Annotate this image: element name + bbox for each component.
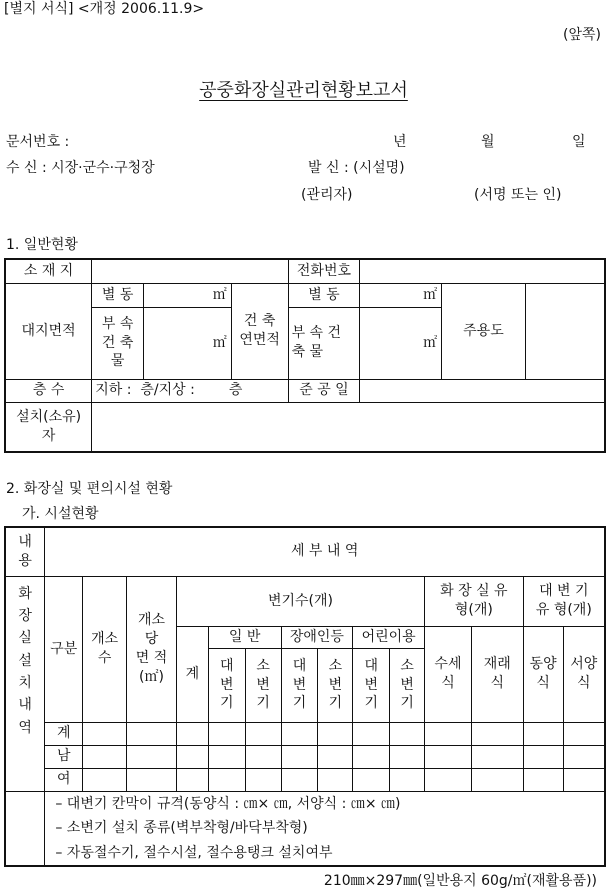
cell[interactable]: [281, 768, 318, 791]
separate-building-label-2: 별 동: [288, 283, 360, 307]
row-label-total: 계: [45, 722, 83, 745]
section2-sub: 가. 시설현황: [22, 506, 99, 522]
child-big-label: 대 변 기: [353, 648, 390, 722]
manager-label: (관리자): [301, 187, 353, 203]
toilet-type-label: 대 변 기 유 형(개): [523, 576, 605, 626]
note-urinal: – 소변기 설치 종류(벽부착형/바닥부착형): [55, 820, 308, 836]
disabled-label: 장애인등: [281, 626, 353, 648]
count-label: 개소 수: [83, 576, 127, 722]
cell[interactable]: [318, 745, 353, 768]
cell[interactable]: [245, 768, 281, 791]
cell[interactable]: [127, 722, 177, 745]
table-row: [5, 768, 605, 791]
general-status-table: [4, 258, 606, 453]
cell[interactable]: [471, 722, 523, 745]
month-label: 월: [481, 134, 495, 150]
separate-building-value[interactable]: ㎡: [144, 283, 232, 307]
location-value[interactable]: [92, 259, 288, 283]
doc-no-label: 문서번호 :: [6, 134, 70, 150]
page-title: 공중화장실관리현황보고서: [199, 80, 408, 101]
row-label-female: 여: [45, 768, 83, 791]
annex-building-value[interactable]: ㎡: [144, 307, 232, 379]
year-label: 년: [393, 134, 407, 150]
western-label: 서양 식: [563, 626, 605, 722]
signature-label: (서명 또는 인): [474, 187, 562, 203]
footer-spec: 210㎜×297㎜(일반용지 60g/㎡(재활용품)): [323, 873, 597, 889]
cell[interactable]: [390, 745, 425, 768]
row-label-male: 남: [45, 745, 83, 768]
cell[interactable]: [208, 768, 245, 791]
cell[interactable]: [471, 768, 523, 791]
day-label: 일: [572, 134, 586, 150]
cell[interactable]: [563, 722, 605, 745]
installer-label: 설치(소유) 자: [5, 402, 92, 452]
cell[interactable]: [523, 768, 563, 791]
front-label: (앞쪽): [563, 27, 601, 43]
section2-heading: 2. 화장실 및 편의시설 현황: [6, 481, 173, 497]
cell[interactable]: [563, 745, 605, 768]
cell[interactable]: [523, 745, 563, 768]
section1-heading: 1. 일반현황: [6, 237, 78, 253]
separate-building-area-value[interactable]: ㎡: [360, 283, 442, 307]
fixtures-label: 변기수(개): [176, 576, 424, 626]
cell[interactable]: [245, 745, 281, 768]
cell[interactable]: [563, 768, 605, 791]
form-label: [별지 서식] <개정 2006.11.9>: [4, 1, 205, 17]
cell[interactable]: [176, 722, 208, 745]
cell[interactable]: [318, 722, 353, 745]
cell[interactable]: [471, 745, 523, 768]
cell[interactable]: [83, 768, 127, 791]
cell[interactable]: [523, 722, 563, 745]
child-small-label: 소 변 기: [390, 648, 425, 722]
flush-label: 수세 식: [425, 626, 472, 722]
cell[interactable]: [245, 722, 281, 745]
cell[interactable]: [83, 745, 127, 768]
cell[interactable]: [353, 768, 390, 791]
sender-label: 발 신 : (시설명): [308, 160, 405, 176]
eastern-label: 동양 식: [523, 626, 563, 722]
cell[interactable]: [390, 722, 425, 745]
main-use-label: 주용도: [442, 283, 526, 379]
completion-value[interactable]: [360, 379, 605, 402]
cell[interactable]: [353, 722, 390, 745]
annex-building-label: 부 속 건 축 물: [92, 307, 144, 379]
installer-value[interactable]: [92, 402, 605, 452]
detail-label: 세 부 내 역: [45, 527, 605, 576]
cell[interactable]: [208, 745, 245, 768]
cell[interactable]: [127, 745, 177, 768]
cell[interactable]: [208, 722, 245, 745]
annex-building-area-value[interactable]: ㎡: [360, 307, 442, 379]
total-col-label: 계: [176, 626, 208, 722]
disabled-small-label: 소 변 기: [318, 648, 353, 722]
cell[interactable]: [83, 722, 127, 745]
general-small-label: 소 변 기: [245, 648, 281, 722]
cell[interactable]: [281, 745, 318, 768]
note-partition: – 대변기 칸막이 규격(동양식 : ㎝× ㎝, 서양식 : ㎝× ㎝): [55, 795, 401, 812]
floors-label: 층 수: [5, 379, 92, 402]
phone-value[interactable]: [360, 259, 605, 283]
phone-label: 전화번호: [288, 259, 360, 283]
general-big-label: 대 변 기: [208, 648, 245, 722]
cell[interactable]: [425, 768, 472, 791]
main-use-value[interactable]: [525, 283, 605, 379]
notes-cell: [45, 791, 605, 866]
cell[interactable]: [318, 768, 353, 791]
floors-value[interactable]: 지하 : 층/지상 : 층: [92, 379, 288, 402]
disabled-big-label: 대 변 기: [281, 648, 318, 722]
cell[interactable]: [176, 745, 208, 768]
location-label: 소 재 지: [5, 259, 92, 283]
general-label: 일 반: [208, 626, 281, 648]
cell[interactable]: [425, 745, 472, 768]
per-area-label: 개소 당 면 적 (㎡): [127, 576, 177, 722]
cell[interactable]: [281, 722, 318, 745]
content-label: 내 용: [5, 527, 45, 576]
separate-building-label: 별 동: [92, 283, 144, 307]
cell[interactable]: [390, 768, 425, 791]
table-row: [5, 722, 605, 745]
cell[interactable]: [353, 745, 390, 768]
division-label: 구분: [45, 576, 83, 722]
annex-building-label-2: 부 속 건 축 물: [288, 307, 360, 379]
cell[interactable]: [425, 722, 472, 745]
cell[interactable]: [127, 768, 177, 791]
cell[interactable]: [176, 768, 208, 791]
type-head-label: 화 장 실 유 형(개): [425, 576, 524, 626]
completion-label: 준 공 일: [288, 379, 360, 402]
child-label: 어린이용: [353, 626, 425, 648]
table-row: [5, 745, 605, 768]
side-label: 화 장 실 설 치 내 역: [5, 576, 45, 791]
reuse-label: 재래 식: [471, 626, 523, 722]
recipient-label: 수 신 : 시장·군수·구청장: [6, 160, 155, 176]
facility-table: [4, 526, 606, 867]
note-water-saving: – 자동절수기, 절수시설, 절수용탱크 설치여부: [55, 844, 333, 861]
land-area-label: 대지면적: [5, 283, 92, 379]
building-area-label: 건 축 연면적: [231, 283, 288, 379]
